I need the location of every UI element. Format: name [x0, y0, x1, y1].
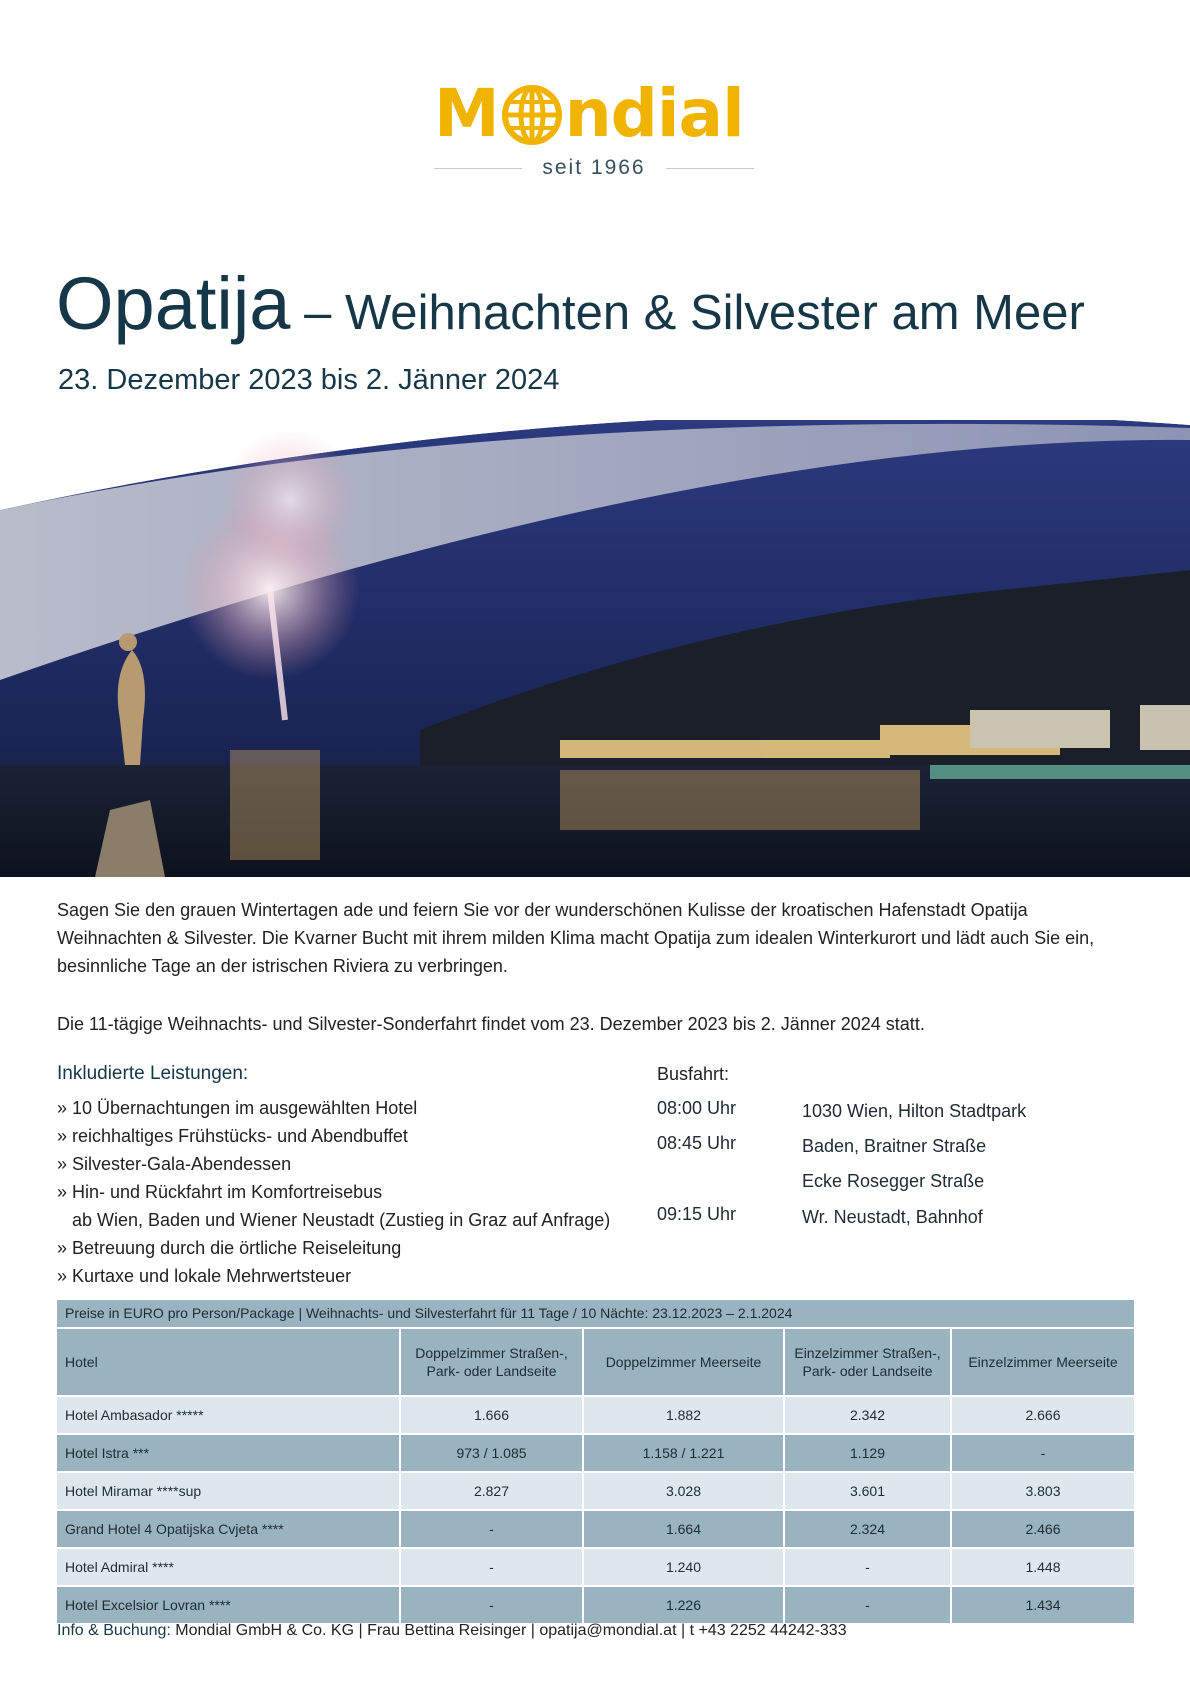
- table-cell: 1.882: [583, 1396, 784, 1434]
- list-item: » Hin- und Rückfahrt im Komfortreisebus: [57, 1182, 383, 1202]
- bus-time: 08:00 Uhr: [657, 1098, 737, 1118]
- bus-stop: [657, 1129, 1137, 1200]
- bus-place: 1030 Wien, Hilton Stadtpark: [802, 1101, 1027, 1121]
- table-cell: 1.158 / 1.221: [583, 1434, 784, 1472]
- bus-place: Wr. Neustadt, Bahnhof: [802, 1207, 983, 1227]
- bus-stop: [657, 1200, 1137, 1235]
- table-cell: 2.827: [400, 1472, 583, 1510]
- table-cell: 973 / 1.085: [400, 1434, 583, 1472]
- page-title: [56, 262, 1156, 355]
- opatija-night-fireworks-image: [0, 420, 1190, 877]
- table-row: [57, 1472, 1134, 1510]
- intro-paragraph: Sagen Sie den grauen Wintertagen ade und feiern Sie vor der wunderschönen Kulisse der kroatischen Hafenstadt Opatija Weihnachten & Silvester. Die Kvarner Bucht mit ihrem milden Klima macht Opatija zum idealen Winterkurort und lädt auch Sie ein, besinnliche Tage an der istrischen Riviera zu verbringen.: [57, 900, 1095, 976]
- price-table-block: [57, 1300, 1134, 1625]
- table-row: [57, 1510, 1134, 1548]
- bus-time: 08:45 Uhr: [657, 1133, 737, 1153]
- list-item: ab Wien, Baden und Wiener Neustadt (Zustieg in Graz auf Anfrage): [57, 1210, 611, 1230]
- price-table: [57, 1329, 1134, 1625]
- table-row: [57, 1548, 1134, 1586]
- mondial-logo: [434, 75, 754, 188]
- table-row: [57, 1434, 1134, 1472]
- list-item: » Betreuung durch die örtliche Reiseleitung: [57, 1238, 402, 1258]
- table-cell: 3.601: [784, 1472, 951, 1510]
- title-subtitle: – Weihnachten & Silvester am Meer: [290, 286, 1085, 340]
- logo-letters-ndial: ndial: [564, 75, 744, 152]
- table-cell: 1.666: [400, 1396, 583, 1434]
- bus-place: Baden, Braitner Straße: [802, 1136, 987, 1156]
- table-cell: 3.803: [951, 1472, 1134, 1510]
- trip-info-paragraph: Die 11-tägige Weihnachts- und Silvester-Sonderfahrt findet vom 23. Dezember 2023 bis 2. Jänner 2024 statt.: [57, 1014, 925, 1034]
- title-city: Opatija: [56, 262, 291, 345]
- table-header-row: [57, 1329, 1134, 1396]
- table-cell: 2.342: [784, 1396, 951, 1434]
- table-cell: -: [400, 1510, 583, 1548]
- list-item: » 10 Übernachtungen im ausgewählten Hotel: [57, 1098, 418, 1118]
- table-cell: -: [784, 1586, 951, 1624]
- footer-label: Info & Buchung:: [57, 1622, 171, 1639]
- column-header: Einzelzimmer Straßen-, Park- oder Landseite: [784, 1329, 951, 1396]
- column-header: Doppelzimmer Meerseite: [583, 1329, 784, 1396]
- trip-dates: 23. Dezember 2023 bis 2. Jänner 2024: [58, 364, 560, 396]
- bus-stop: [657, 1094, 1137, 1129]
- table-cell: 1.240: [583, 1548, 784, 1586]
- table-cell: 1.448: [951, 1548, 1134, 1586]
- included-title: Inkludierte Leistungen:: [57, 1063, 249, 1084]
- column-header: Hotel: [57, 1329, 400, 1396]
- hero-photo: [0, 420, 1190, 877]
- list-item: » Kurtaxe und lokale Mehrwertsteuer: [57, 1266, 352, 1286]
- table-cell: Hotel Miramar ****sup: [57, 1472, 400, 1510]
- table-cell: 2.466: [951, 1510, 1134, 1548]
- table-cell: Hotel Istra ***: [57, 1434, 400, 1472]
- table-cell: 3.028: [583, 1472, 784, 1510]
- table-cell: 2.324: [784, 1510, 951, 1548]
- included-list: [57, 1094, 657, 1290]
- logo-tagline-row: [434, 154, 754, 184]
- column-header: Einzelzimmer Meerseite: [951, 1329, 1134, 1396]
- bus-time: 09:15 Uhr: [657, 1204, 737, 1224]
- price-table-caption: Preise in EURO pro Person/Package | Weihnachts- und Silvesterfahrt für 11 Tage / 10 Nächte: 23.12.2023 – 2.1.2024: [57, 1300, 1134, 1329]
- table-cell: Hotel Ambasador *****: [57, 1396, 400, 1434]
- footer-contact: Mondial GmbH & Co. KG | Frau Bettina Reisinger | opatija@mondial.at | t +43 2252 44242-333: [170, 1622, 847, 1639]
- table-cell: 1.664: [583, 1510, 784, 1548]
- bus-title: Busfahrt:: [657, 1064, 730, 1084]
- list-item: » Silvester-Gala-Abendessen: [57, 1154, 292, 1174]
- table-row: [57, 1396, 1134, 1434]
- table-cell: -: [951, 1434, 1134, 1472]
- table-cell: 1.226: [583, 1586, 784, 1624]
- table-cell: -: [400, 1586, 583, 1624]
- list-item: » reichhaltiges Frühstücks- und Abendbuffet: [57, 1126, 408, 1146]
- bus-place-extra: Ecke Rosegger Straße: [802, 1171, 985, 1191]
- table-cell: Grand Hotel 4 Opatijska Cvjeta ****: [57, 1510, 400, 1548]
- table-cell: 1.129: [784, 1434, 951, 1472]
- table-cell: -: [400, 1548, 583, 1586]
- table-cell: Hotel Admiral ****: [57, 1548, 400, 1586]
- table-cell: 2.666: [951, 1396, 1134, 1434]
- booking-footer: [57, 1619, 847, 1643]
- bus-schedule: [657, 1094, 1137, 1235]
- logo-wordmark: [434, 75, 754, 152]
- logo-letter-m: M: [434, 75, 499, 152]
- table-cell: Hotel Excelsior Lovran ****: [57, 1586, 400, 1624]
- table-cell: 1.434: [951, 1586, 1134, 1624]
- tagline-rule-right: [666, 168, 754, 169]
- table-cell: -: [784, 1548, 951, 1586]
- column-header: Doppelzimmer Straßen-, Park- oder Landseite: [400, 1329, 583, 1396]
- logo-tagline: seit 1966: [542, 156, 646, 179]
- globe-icon: [501, 84, 563, 146]
